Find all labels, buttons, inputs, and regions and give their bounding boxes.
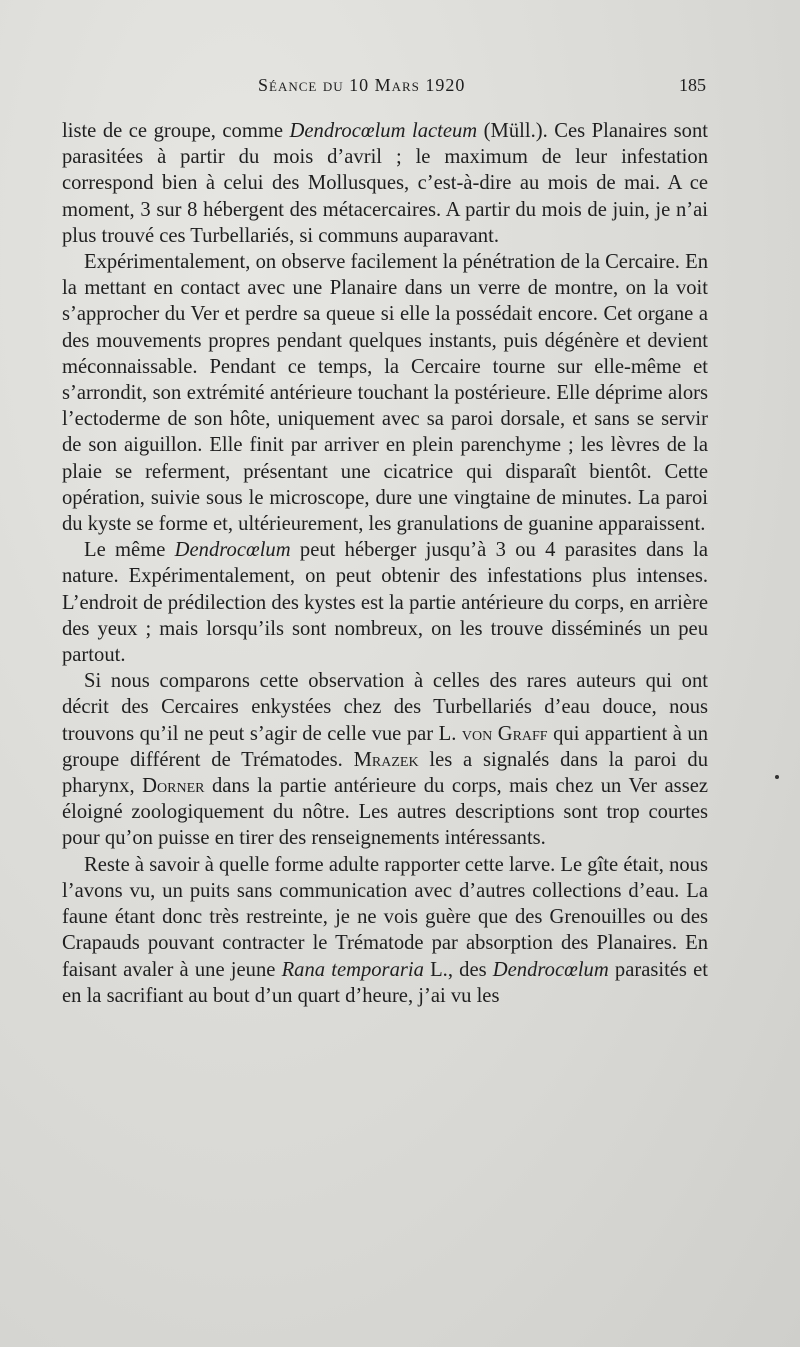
paper-speck [775,775,779,779]
text-run: peut héberger jusqu’à 3 ou 4 parasites dans la nature. Expérimentalement, on peut obtenir des infestations plus intenses. L’endroit de prédilection des kystes est la partie antérieure du corps, en arrière des yeux ; mais lorsqu’ils sont nombreux, on les trouve disséminés un peu partout. [62,539,708,667]
body-text [62,118,708,1009]
paragraph-2 [62,249,708,537]
text-run: parasités et en la sacrifiant au bout d’un quart d’heure, j’ai vu les [62,958,708,1007]
text-run: Le même [84,539,175,562]
species-name: Dendrocœlum [492,958,609,981]
species-name: Dendrocœlum lacteum [289,120,478,142]
page-number: 185 [679,75,706,95]
text-run: Reste à savoir à quelle forme adulte rapporter cette larve. Le gîte était, nous l’avons vu, un puits sans communication avec d’autres collections d’eau. La faune étant donc très restreinte, je ne vois guère que des Grenouilles ou des Crapauds pouvant contracter le Trématode par absorption des Planaires. En faisant avaler à une jeune [62,853,708,981]
author-name: L. von Graff [438,722,548,745]
running-head: Séance du 10 Mars 1920 [258,75,466,95]
text-run: Si nous comparons cette observation à celles des rares auteurs qui ont décrit des Cercaires enkystées chez des Turbellariés d’eau douce, nous trouvons qu’il ne peut s’agir de celle vue par [62,670,708,745]
text-run: qui appartient à un groupe différent de Trématodes. [62,722,708,771]
species-name: Rana temporaria [281,958,424,981]
author-name: Dorner [142,775,205,798]
author-name: Mrazek [353,748,419,771]
text-run: dans la partie antérieure du corps, mais chez un Ver assez éloigné zoologiquement du nôtre. Les autres descriptions sont trop courtes pour qu’on puisse en tirer des renseignements intéressants. [62,775,708,850]
species-name: Dendrocœlum [174,539,291,562]
text-run: Expérimentalement, on observe facilement la pénétration de la Cercaire. En la mettant en contact avec une Planaire dans un verre de montre, on la voit s’approcher du Ver et perdre sa queue si elle la possédait encore. Cet organe a des mouvements propres pendant quelques instants, puis dégénère et devient méconnaissable. Pendant ce temps, la Cercaire tourne sur elle-même et s’arrondit, son extrémité antérieure touchant la postérieure. Elle déprime alors l’ectoderme de son hôte, uniquement avec sa paroi dorsale, et sans se servir de son aiguillon. Elle finit par arriver en plein parenchyme ; les lèvres de la plaie se referment, présentant une cicatrice qui disparaît bientôt. Cette opération, suivie sous le microscope, dure une vingtaine de minutes. La paroi du kyste se forme et, ultérieurement, les granulations de guanine apparaissent. [62,251,708,536]
paragraph-5 [62,852,708,1009]
text-run: liste de ce groupe, comme [62,120,290,142]
text-run: (Müll.). Ces Planaires sont parasitées à partir du mois d’avril ; le maximum de leur infestation correspond bien à celui des Mollusques, c’est-à-dire au mois de mai. A ce moment, 3 sur 8 hébergent des métacercaires. A partir du mois de juin, je n’ai plus trouvé ces Turbellariés, si communs auparavant. [62,120,708,247]
text-run: L., des [423,958,493,981]
paragraph-3 [62,537,708,668]
page-header [62,75,708,101]
paragraph-4 [62,668,708,851]
paragraph-1 [62,118,708,249]
text-run: les a signalés dans la paroi du pharynx, [62,748,708,798]
